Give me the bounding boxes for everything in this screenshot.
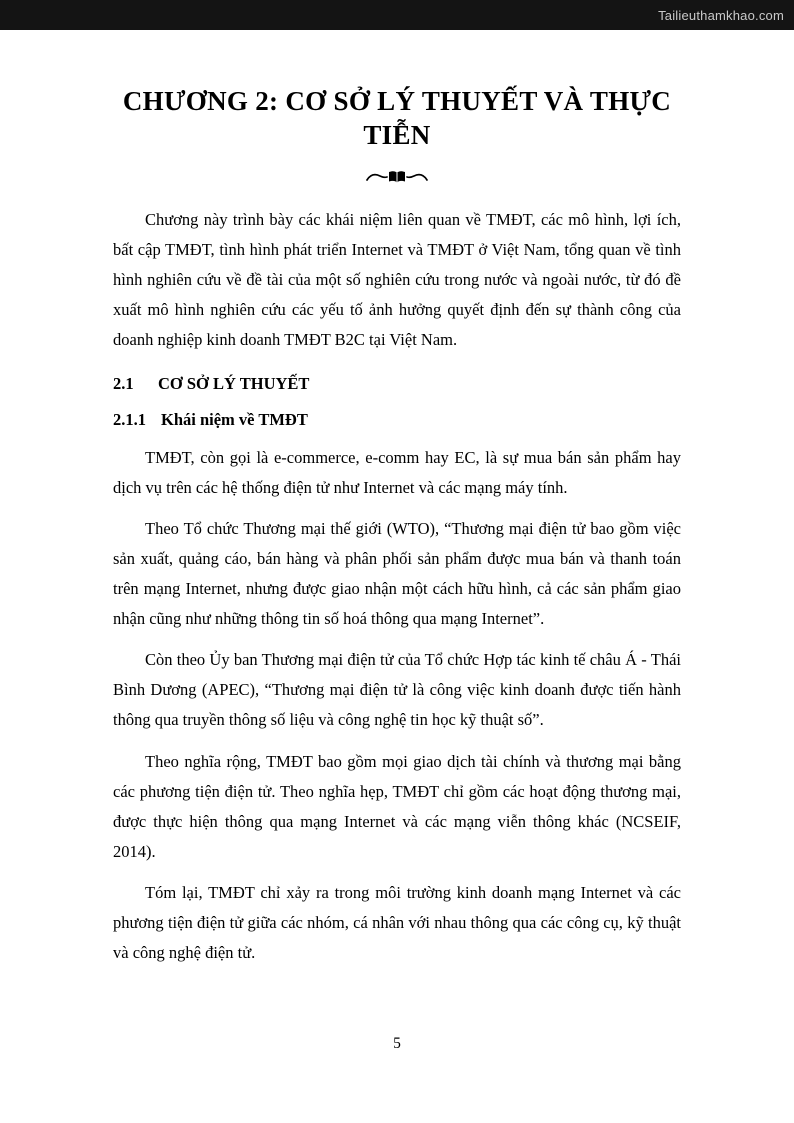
chapter-title: CHƯƠNG 2: CƠ SỞ LÝ THUYẾT VÀ THỰC TIỄN xyxy=(122,86,672,150)
body-paragraph: Theo Tổ chức Thương mại thế giới (WTO), “Thương mại điện tử bao gồm việc sản xuất, quảng cáo, bán hàng và phân phối sản phẩm được mua bán và thanh toán trên mạng Internet, nhưng được giao nhận một cách hữu hình, cả các sản phẩm giao nhận cũng như những thông tin số hoá thông qua mạng Internet”. xyxy=(113,519,681,629)
book-ornament-icon xyxy=(364,167,430,187)
section-title: CƠ SỞ LÝ THUYẾT xyxy=(158,373,310,393)
section-heading xyxy=(113,371,681,397)
section-number: 2.1 xyxy=(113,373,134,393)
body-paragraph: Theo nghĩa rộng, TMĐT bao gồm mọi giao dịch tài chính và thương mại bằng các phương tiện điện tử. Theo nghĩa hẹp, TMĐT chỉ gồm các hoạt động thương mại, được thực hiện thông qua mạng Internet và các mạng viễn thông khác (NCSEIF, 2014). xyxy=(113,751,681,861)
body-paragraph: Tóm lại, TMĐT chỉ xảy ra trong môi trường kinh doanh mạng Internet và các phương tiện điện tử giữa các nhóm, cá nhân với nhau thông qua các công cụ, kỹ thuật và công nghệ điện tử. xyxy=(113,882,681,962)
body-paragraph: Còn theo Ủy ban Thương mại điện tử của Tổ chức Hợp tác kinh tế châu Á - Thái Bình Dương (APEC), “Thương mại điện tử là công việc kinh doanh được tiến hành thông qua truyền thông số liệu và công nghệ tin học kỹ thuật số”. xyxy=(113,650,681,730)
intro-paragraph: Chương này trình bày các khái niệm liên quan về TMĐT, các mô hình, lợi ích, bất cập TMĐT, tình hình phát triển Internet và TMĐT ở Việt Nam, tổng quan về tình hình nghiên cứu về đề tài của một số nghiên cứu trong nước và ngoài nước, từ đó đề xuất mô hình nghiên cứu các yếu tố ảnh hưởng quyết định đến sự thành công của doanh nghiệp kinh doanh TMĐT B2C tại Việt Nam. xyxy=(113,209,681,349)
page-footer xyxy=(0,1035,794,1053)
subsection-title: Khái niệm về TMĐT xyxy=(161,409,308,429)
document-page xyxy=(0,30,794,1123)
page-number: 5 xyxy=(393,1035,401,1052)
site-header-bar xyxy=(0,0,794,30)
body-paragraph: TMĐT, còn gọi là e-commerce, e-comm hay EC, là sự mua bán sản phẩm hay dịch vụ trên các hệ thống điện tử như Internet và các mạng máy tính. xyxy=(113,448,681,498)
subsection-number: 2.1.1 xyxy=(113,409,146,429)
site-watermark: Tailieuthamkhao.com xyxy=(658,7,784,23)
ornament-container xyxy=(113,167,681,189)
subsection-heading xyxy=(113,407,681,433)
